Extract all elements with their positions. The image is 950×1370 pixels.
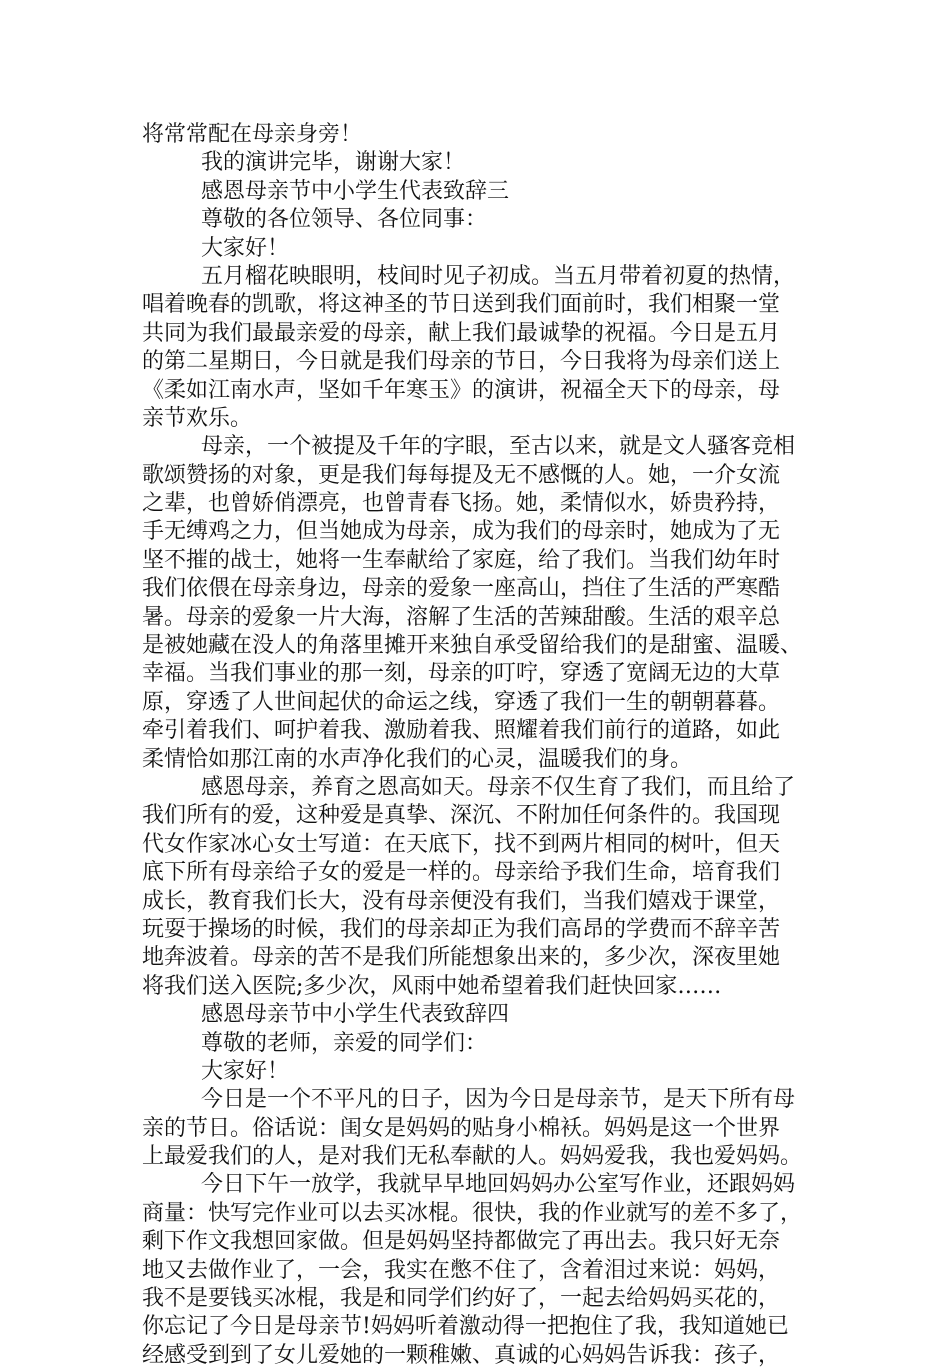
text-line: 我们依偎在母亲身边，母亲的爱象一座高山，挡住了生活的严寒酷 — [142, 576, 781, 602]
text-line: 牵引着我们、呵护着我、激励着我、照耀着我们前行的道路，如此 — [142, 718, 781, 744]
text-line: 你忘记了今日是母亲节!妈妈听着激动得一把抱住了我，我知道她已 — [142, 1314, 789, 1340]
text-line: 手无缚鸡之力，但当她成为母亲，成为我们的母亲时，她成为了无 — [142, 519, 781, 545]
text-line: 歌颂赞扬的对象，更是我们每每提及无不感慨的人。她，一介女流 — [142, 462, 781, 488]
text-line: 感恩母亲，养育之恩高如天。母亲不仅生育了我们，而且给了 — [201, 774, 796, 800]
text-line: 玩耍于操场的时候，我们的母亲却正为我们高昂的学费而不辞辛苦 — [142, 916, 781, 942]
text-line: 柔情恰如那江南的水声净化我们的心灵，温暖我们的身。 — [142, 746, 693, 772]
text-line: 《柔如江南水声，坚如千年寒玉》的演讲，祝福全天下的母亲，母 — [142, 377, 781, 403]
text-line: 我们所有的爱，这种爱是真挚、深沉、不附加任何条件的。我国现 — [142, 803, 781, 829]
text-line: 暑。母亲的爱象一片大海，溶解了生活的苦辣甜酸。生活的艰辛总 — [142, 604, 781, 630]
document-page — [142, 121, 812, 1370]
text-line: 剩下作文我想回家做。但是妈妈坚持都做完了再出去。我只好无奈 — [142, 1229, 781, 1255]
text-line: 大家好！ — [201, 235, 290, 261]
text-line: 之辈，也曾娇俏漂亮，也曾青春飞扬。她，柔情似水，娇贵矜持， — [142, 491, 781, 517]
text-line: 坚不摧的战士，她将一生奉献给了家庭，给了我们。当我们幼年时 — [142, 547, 781, 573]
text-line: 将常常配在母亲身旁！ — [142, 122, 363, 147]
text-line: 唱着晚春的凯歌，将这神圣的节日送到我们面前时，我们相聚一堂 — [142, 292, 781, 318]
text-line: 尊敬的各位领导、各位同事： — [201, 207, 488, 233]
text-line: 大家好！ — [201, 1058, 290, 1084]
text-line: 将我们送入医院;多少次，风雨中她希望着我们赶快回家…… — [142, 973, 722, 999]
text-line: 幸福。当我们事业的那一刻，母亲的叮咛，穿透了宽阔无边的大草 — [142, 661, 781, 687]
text-line: 母亲，一个被提及千年的字眼，至古以来，就是文人骚客竞相 — [201, 434, 796, 460]
text-line: 是被她藏在没人的角落里摊开来独自承受留给我们的是甜蜜、温暖、 — [142, 633, 803, 659]
text-line: 的第二星期日，今日就是我们母亲的节日，今日我将为母亲们送上 — [142, 349, 781, 375]
text-line: 原，穿透了人世间起伏的命运之线，穿透了我们一生的朝朝暮暮。 — [142, 689, 781, 715]
text-line: 商量：快写完作业可以去买冰棍。很快，我的作业就写的差不多了， — [142, 1200, 803, 1226]
text-line: 地又去做作业了，一会，我实在憋不住了，含着泪过来说：妈妈， — [142, 1257, 781, 1283]
text-line: 感恩母亲节中小学生代表致辞三 — [201, 178, 510, 204]
text-line: 成长，教育我们长大，没有母亲便没有我们，当我们嬉戏于课堂， — [142, 888, 781, 914]
text-line: 经感受到到了女儿爱她的一颗稚嫩、真诚的心妈妈告诉我：孩子， — [142, 1342, 781, 1368]
text-line: 底下所有母亲给子女的爱是一样的。母亲给予我们生命，培育我们 — [142, 860, 781, 886]
text-line: 我的演讲完毕，谢谢大家！ — [201, 150, 466, 176]
text-line: 共同为我们最最亲爱的母亲，献上我们最诚挚的祝福。今日是五月 — [142, 320, 781, 346]
text-line: 地奔波着。母亲的苦不是我们所能想象出来的，多少次，深夜里她 — [142, 945, 781, 971]
text-line: 五月榴花映眼明，枝间时见子初成。当五月带着初夏的热情， — [201, 263, 796, 289]
text-line: 上最爱我们的人，是对我们无私奉献的人。妈妈爱我，我也爱妈妈。 — [142, 1144, 803, 1170]
text-line: 尊敬的老师，亲爱的同学们： — [201, 1030, 488, 1056]
text-line: 感恩母亲节中小学生代表致辞四 — [201, 1002, 510, 1028]
text-line: 今日是一个不平凡的日子，因为今日是母亲节，是天下所有母 — [201, 1087, 796, 1113]
text-line: 我不是要钱买冰棍，我是和同学们约好了，一起去给妈妈买花的， — [142, 1286, 781, 1312]
text-line: 代女作家冰心女士写道：在天底下，找不到两片相同的树叶，但天 — [142, 831, 781, 857]
text-line: 亲的节日。俗话说：闺女是妈妈的贴身小棉袄。妈妈是这一个世界 — [142, 1115, 781, 1141]
text-line: 今日下午一放学，我就早早地回妈妈办公室写作业，还跟妈妈 — [201, 1172, 796, 1198]
text-line: 亲节欢乐。 — [142, 405, 253, 431]
